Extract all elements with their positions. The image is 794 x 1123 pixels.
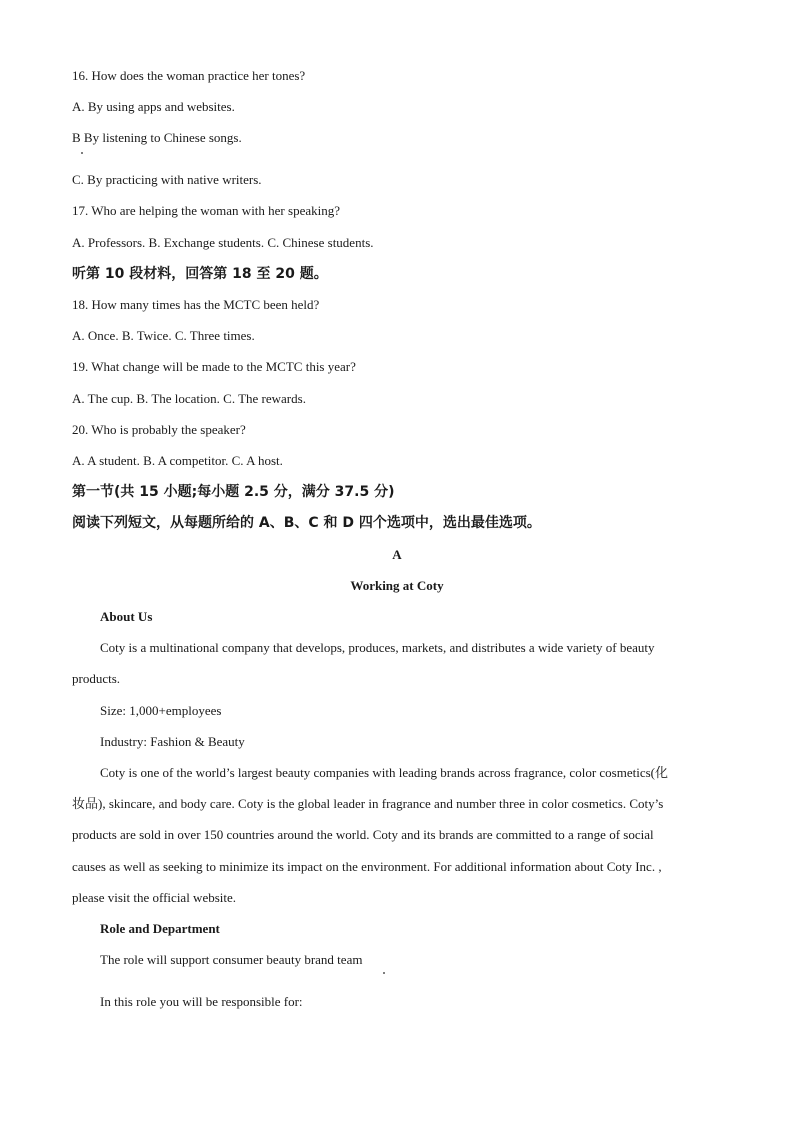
section-10-heading: 听第 10 段材料，回答第 18 至 20 题。 [72, 266, 328, 282]
q16-option-a: A. By using apps and websites. [72, 99, 235, 114]
coty-paragraph-line1: Coty is one of the world’s largest beauty companies with leading brands across fragrance, color cosmetics(化 [100, 765, 668, 780]
q20-question: 20. Who is probably the speaker? [72, 422, 246, 437]
coty-paragraph-line3: products are sold in over 150 countries around the world. Coty and its brands are committed to a range of social [72, 827, 654, 842]
reading-section-title: 第一节(共 15 小题;每小题 2.5 分，满分 37.5 分) [72, 484, 395, 500]
q16-question: 16. How does the woman practice her tones? [72, 68, 306, 83]
about-paragraph-line1: Coty is a multinational company that develops, produces, markets, and distributes a wide variety of beauty [100, 640, 655, 655]
coty-paragraph-line5: please visit the official website. [72, 890, 237, 905]
q19-options: A. The cup. B. The location. C. The rewards. [72, 391, 306, 406]
about-heading: About Us [100, 609, 153, 624]
stray-dot [81, 152, 83, 154]
role-paragraph: The role will support consumer beauty brand team [100, 952, 363, 967]
q16-option-b: B By listening to Chinese songs. [72, 130, 242, 145]
reading-instruction: 阅读下列短文，从每题所给的 A、B、C 和 D 四个选项中，选出最佳选项。 [72, 515, 541, 531]
industry-line: Industry: Fashion & Beauty [100, 734, 245, 749]
q16-option-c: C. By practicing with native writers. [72, 172, 262, 187]
q18-question: 18. How many times has the MCTC been held? [72, 297, 320, 312]
passage-letter: A [392, 547, 402, 562]
stray-dot-2 [383, 972, 385, 974]
role-heading: Role and Department [100, 921, 220, 936]
responsibility-intro: In this role you will be responsible for: [100, 994, 303, 1009]
coty-paragraph-line2: 妆品), skincare, and body care. Coty is the global leader in fragrance and number three in color cosmetics. Coty’s [72, 796, 664, 811]
about-paragraph-line2: products. [72, 671, 121, 686]
passage-title: Working at Coty [350, 578, 444, 593]
size-line: Size: 1,000+employees [100, 703, 222, 718]
coty-paragraph-line4: causes as well as seeking to minimize its impact on the environment. For additional information about Coty Inc. , [72, 859, 662, 874]
q20-options: A. A student. B. A competitor. C. A host. [72, 453, 283, 468]
q18-options: A. Once. B. Twice. C. Three times. [72, 328, 255, 343]
q17-question: 17. Who are helping the woman with her speaking? [72, 203, 340, 218]
q17-options: A. Professors. B. Exchange students. C. Chinese students. [72, 235, 374, 250]
q19-question: 19. What change will be made to the MCTC this year? [72, 359, 356, 374]
